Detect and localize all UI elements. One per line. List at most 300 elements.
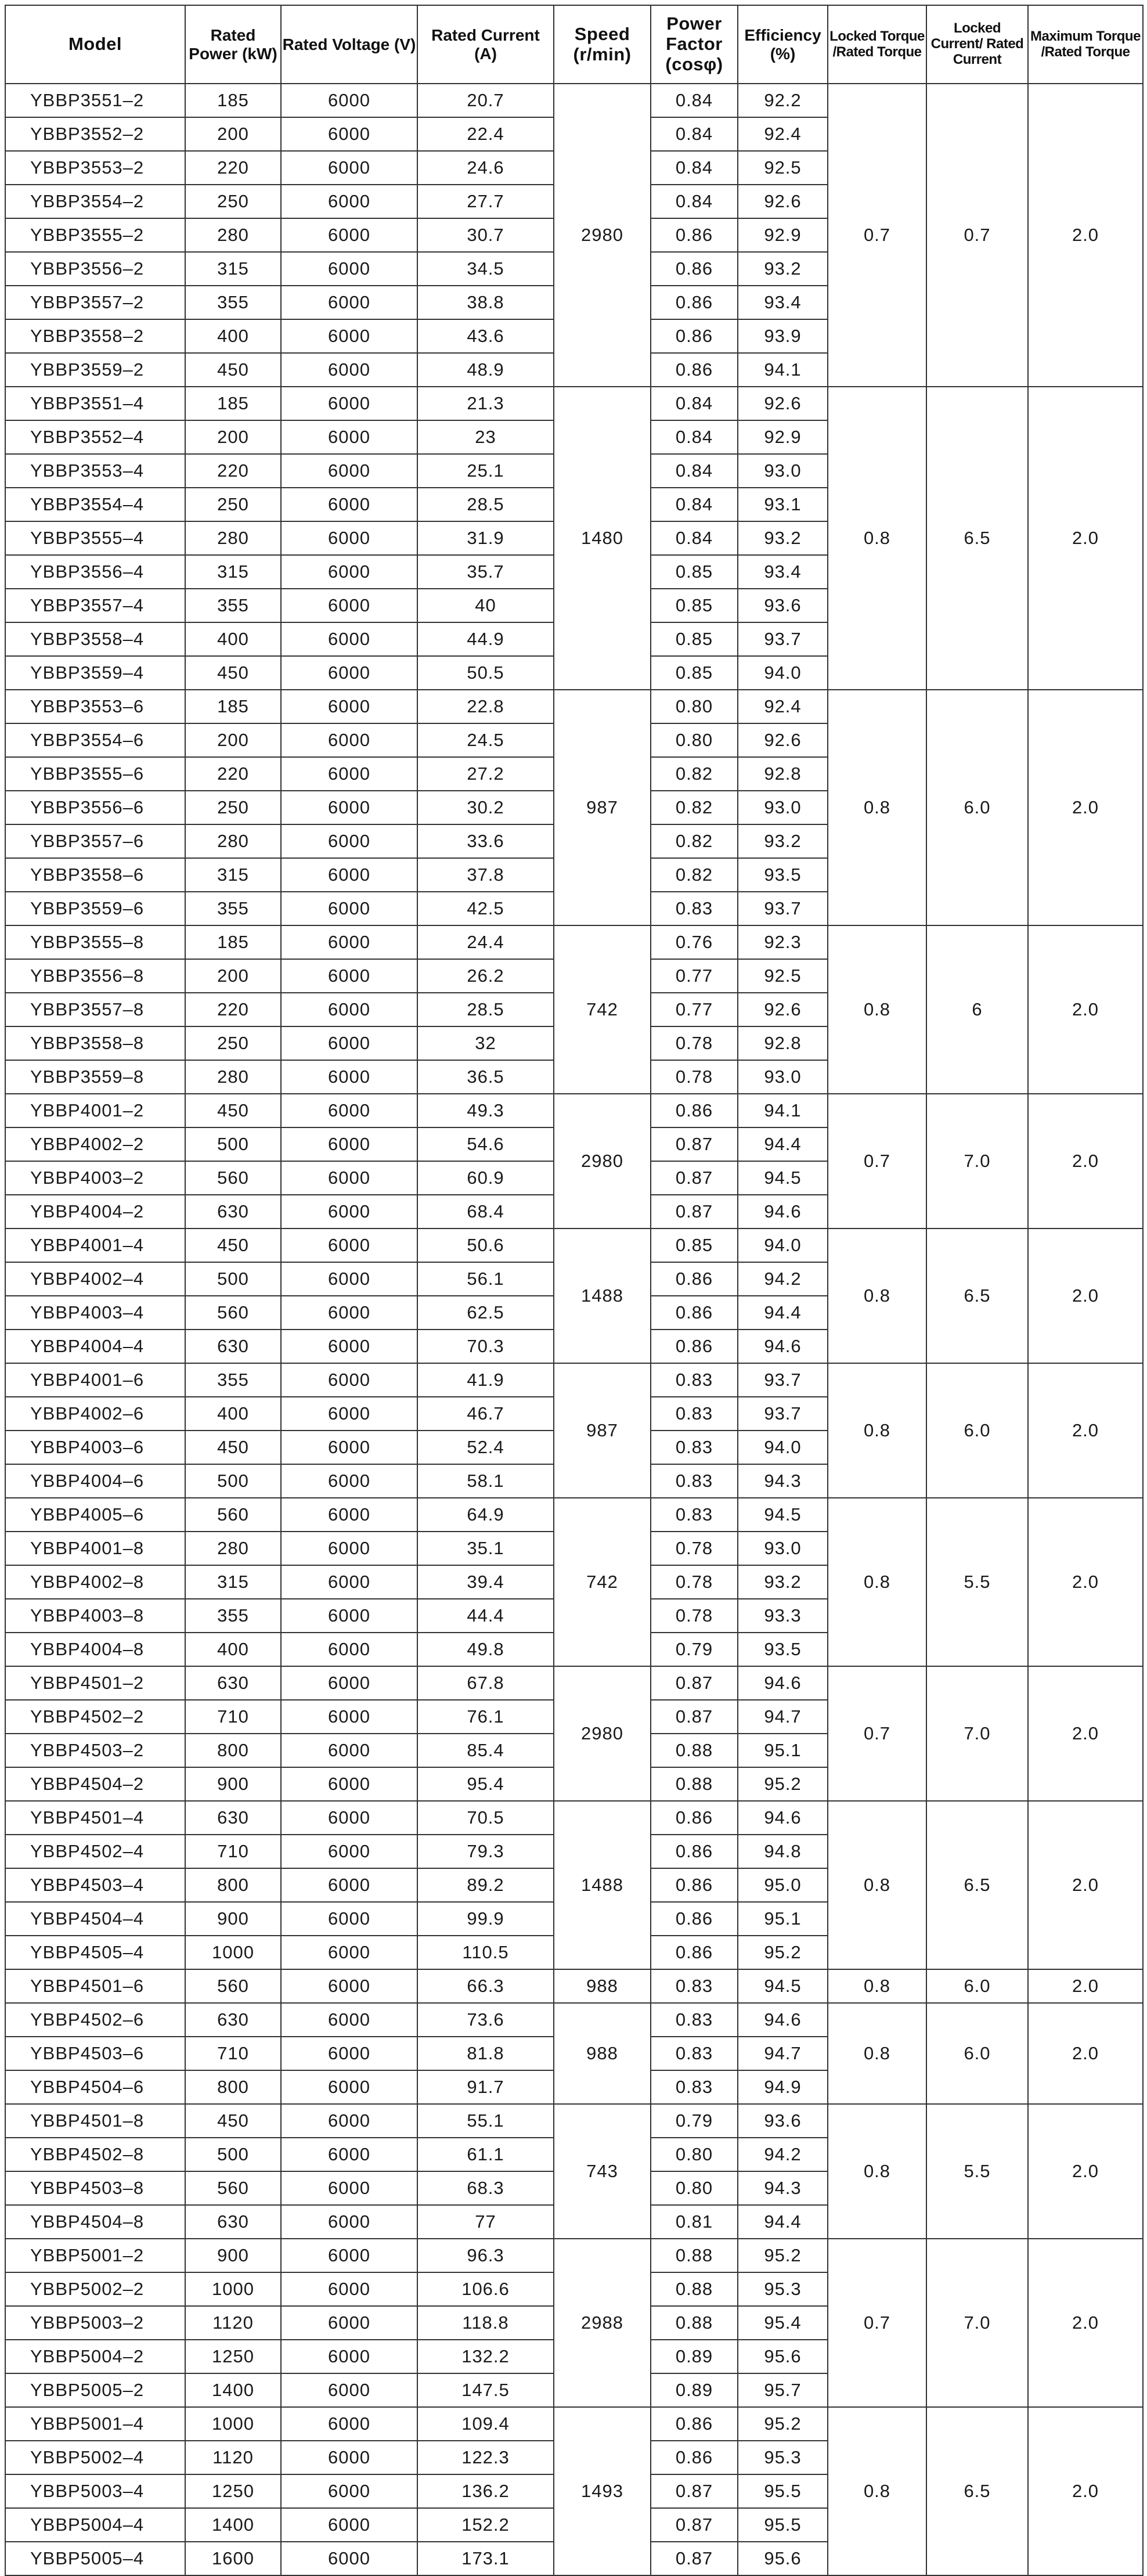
cell-rated-voltage: 6000 <box>281 1565 417 1599</box>
cell-efficiency: 93.2 <box>738 824 828 858</box>
cell-rated-power: 500 <box>185 2138 281 2171</box>
cell-model: YBBP4503–8 <box>5 2171 185 2205</box>
cell-rated-current: 35.1 <box>417 1532 554 1565</box>
cell-efficiency: 94.1 <box>738 353 828 387</box>
cell-efficiency: 94.0 <box>738 1431 828 1464</box>
header-max-torque: Maximum Torque /Rated Torque <box>1028 5 1143 84</box>
cell-rated-voltage: 6000 <box>281 589 417 622</box>
cell-power-factor: 0.83 <box>651 1397 738 1431</box>
cell-rated-voltage: 6000 <box>281 1094 417 1127</box>
cell-rated-current: 50.6 <box>417 1228 554 1262</box>
cell-rated-voltage: 6000 <box>281 1026 417 1060</box>
cell-efficiency: 93.6 <box>738 589 828 622</box>
cell-power-factor: 0.87 <box>651 1127 738 1161</box>
cell-model: YBBP4001–8 <box>5 1532 185 1565</box>
cell-model: YBBP4002–4 <box>5 1262 185 1296</box>
cell-power-factor: 0.83 <box>651 1363 738 1397</box>
cell-power-factor: 0.79 <box>651 1633 738 1666</box>
cell-rated-power: 1000 <box>185 2407 281 2441</box>
cell-rated-voltage: 6000 <box>281 690 417 723</box>
cell-rated-current: 73.6 <box>417 2003 554 2037</box>
cell-rated-current: 66.3 <box>417 1969 554 2003</box>
cell-rated-current: 62.5 <box>417 1296 554 1330</box>
cell-rated-voltage: 6000 <box>281 2306 417 2340</box>
cell-power-factor: 0.82 <box>651 824 738 858</box>
cell-efficiency: 95.3 <box>738 2441 828 2474</box>
cell-power-factor: 0.84 <box>651 387 738 420</box>
cell-rated-power: 900 <box>185 2239 281 2272</box>
cell-rated-voltage: 6000 <box>281 656 417 690</box>
cell-rated-current: 33.6 <box>417 824 554 858</box>
cell-rated-current: 26.2 <box>417 959 554 993</box>
cell-rated-power: 315 <box>185 252 281 286</box>
cell-model: YBBP4502–6 <box>5 2003 185 2037</box>
cell-locked-current: 6.5 <box>926 1228 1028 1363</box>
cell-model: YBBP3559–8 <box>5 1060 185 1094</box>
cell-rated-current: 24.5 <box>417 723 554 757</box>
cell-efficiency: 95.1 <box>738 1734 828 1767</box>
cell-model: YBBP5002–2 <box>5 2272 185 2306</box>
cell-power-factor: 0.84 <box>651 420 738 454</box>
cell-model: YBBP5002–4 <box>5 2441 185 2474</box>
cell-locked-torque: 0.8 <box>828 1498 926 1666</box>
cell-power-factor: 0.83 <box>651 1969 738 2003</box>
table-row <box>5 2407 1143 2441</box>
cell-efficiency: 93.0 <box>738 1060 828 1094</box>
cell-efficiency: 94.5 <box>738 1969 828 2003</box>
cell-rated-voltage: 6000 <box>281 555 417 589</box>
cell-rated-voltage: 6000 <box>281 1464 417 1498</box>
cell-model: YBBP3558–6 <box>5 858 185 892</box>
cell-locked-current: 6.0 <box>926 690 1028 925</box>
cell-model: YBBP3555–8 <box>5 925 185 959</box>
cell-power-factor: 0.88 <box>651 2239 738 2272</box>
cell-model: YBBP4502–4 <box>5 1835 185 1868</box>
cell-efficiency: 94.8 <box>738 1835 828 1868</box>
cell-locked-torque: 0.8 <box>828 2003 926 2104</box>
cell-rated-power: 450 <box>185 1431 281 1464</box>
cell-rated-current: 20.7 <box>417 84 554 117</box>
cell-efficiency: 94.3 <box>738 2171 828 2205</box>
cell-model: YBBP4002–6 <box>5 1397 185 1431</box>
cell-speed: 1493 <box>554 2407 651 2575</box>
cell-model: YBBP4003–8 <box>5 1599 185 1633</box>
cell-rated-voltage: 6000 <box>281 1633 417 1666</box>
cell-rated-power: 630 <box>185 1195 281 1228</box>
cell-efficiency: 94.2 <box>738 2138 828 2171</box>
cell-rated-current: 152.2 <box>417 2508 554 2542</box>
cell-speed: 2980 <box>554 1666 651 1801</box>
cell-speed: 2988 <box>554 2239 651 2407</box>
cell-power-factor: 0.86 <box>651 1094 738 1127</box>
cell-rated-current: 96.3 <box>417 2239 554 2272</box>
cell-model: YBBP3559–4 <box>5 656 185 690</box>
cell-rated-voltage: 6000 <box>281 521 417 555</box>
cell-rated-voltage: 6000 <box>281 117 417 151</box>
cell-rated-current: 40 <box>417 589 554 622</box>
cell-rated-power: 355 <box>185 286 281 319</box>
cell-rated-current: 122.3 <box>417 2441 554 2474</box>
cell-power-factor: 0.76 <box>651 925 738 959</box>
cell-rated-current: 28.5 <box>417 993 554 1026</box>
cell-model: YBBP3556–8 <box>5 959 185 993</box>
cell-power-factor: 0.82 <box>651 791 738 824</box>
cell-model: YBBP5005–2 <box>5 2373 185 2407</box>
cell-efficiency: 92.8 <box>738 757 828 791</box>
cell-power-factor: 0.86 <box>651 1835 738 1868</box>
cell-rated-power: 280 <box>185 521 281 555</box>
cell-rated-voltage: 6000 <box>281 1363 417 1397</box>
cell-power-factor: 0.83 <box>651 1464 738 1498</box>
cell-model: YBBP5003–4 <box>5 2474 185 2508</box>
cell-power-factor: 0.83 <box>651 2037 738 2070</box>
cell-model: YBBP3552–4 <box>5 420 185 454</box>
cell-rated-power: 1120 <box>185 2441 281 2474</box>
cell-power-factor: 0.87 <box>651 2508 738 2542</box>
cell-max-torque: 2.0 <box>1028 2104 1143 2239</box>
cell-rated-power: 900 <box>185 1767 281 1801</box>
header-locked-current: Locked Current/ Rated Current <box>926 5 1028 84</box>
cell-rated-power: 800 <box>185 1868 281 1902</box>
cell-max-torque: 2.0 <box>1028 1666 1143 1801</box>
cell-efficiency: 95.2 <box>738 2407 828 2441</box>
cell-rated-power: 450 <box>185 353 281 387</box>
cell-power-factor: 0.83 <box>651 1431 738 1464</box>
cell-rated-current: 147.5 <box>417 2373 554 2407</box>
cell-rated-power: 1250 <box>185 2474 281 2508</box>
cell-model: YBBP4002–8 <box>5 1565 185 1599</box>
cell-efficiency: 94.9 <box>738 2070 828 2104</box>
cell-model: YBBP3557–6 <box>5 824 185 858</box>
cell-locked-torque: 0.8 <box>828 2407 926 2575</box>
cell-model: YBBP4501–4 <box>5 1801 185 1835</box>
cell-rated-power: 315 <box>185 858 281 892</box>
cell-power-factor: 0.85 <box>651 555 738 589</box>
cell-efficiency: 93.9 <box>738 319 828 353</box>
cell-rated-power: 710 <box>185 1700 281 1734</box>
cell-rated-voltage: 6000 <box>281 757 417 791</box>
cell-rated-current: 23 <box>417 420 554 454</box>
cell-efficiency: 93.4 <box>738 555 828 589</box>
cell-rated-current: 22.4 <box>417 117 554 151</box>
cell-rated-power: 400 <box>185 1397 281 1431</box>
cell-rated-current: 67.8 <box>417 1666 554 1700</box>
cell-efficiency: 94.0 <box>738 656 828 690</box>
cell-power-factor: 0.86 <box>651 2407 738 2441</box>
cell-rated-voltage: 6000 <box>281 858 417 892</box>
cell-power-factor: 0.86 <box>651 1801 738 1835</box>
cell-power-factor: 0.78 <box>651 1565 738 1599</box>
cell-locked-torque: 0.8 <box>828 1969 926 2003</box>
cell-rated-voltage: 6000 <box>281 2542 417 2575</box>
cell-rated-voltage: 6000 <box>281 1734 417 1767</box>
cell-locked-torque: 0.8 <box>828 1801 926 1969</box>
cell-rated-voltage: 6000 <box>281 1397 417 1431</box>
cell-rated-power: 500 <box>185 1127 281 1161</box>
cell-rated-current: 28.5 <box>417 488 554 521</box>
cell-rated-voltage: 6000 <box>281 2474 417 2508</box>
cell-rated-voltage: 6000 <box>281 2138 417 2171</box>
cell-efficiency: 94.5 <box>738 1161 828 1195</box>
cell-model: YBBP3551–4 <box>5 387 185 420</box>
cell-power-factor: 0.87 <box>651 1161 738 1195</box>
cell-rated-power: 185 <box>185 84 281 117</box>
cell-rated-power: 280 <box>185 218 281 252</box>
cell-model: YBBP3552–2 <box>5 117 185 151</box>
cell-rated-voltage: 6000 <box>281 925 417 959</box>
cell-rated-power: 1120 <box>185 2306 281 2340</box>
cell-model: YBBP3558–4 <box>5 622 185 656</box>
cell-efficiency: 92.5 <box>738 959 828 993</box>
cell-efficiency: 94.4 <box>738 1127 828 1161</box>
cell-max-torque: 2.0 <box>1028 1363 1143 1498</box>
cell-model: YBBP4001–2 <box>5 1094 185 1127</box>
cell-power-factor: 0.86 <box>651 2441 738 2474</box>
cell-model: YBBP3554–6 <box>5 723 185 757</box>
cell-rated-voltage: 6000 <box>281 824 417 858</box>
cell-model: YBBP3554–2 <box>5 185 185 218</box>
cell-rated-power: 220 <box>185 993 281 1026</box>
cell-rated-current: 70.3 <box>417 1330 554 1363</box>
table-row <box>5 84 1143 117</box>
cell-rated-power: 560 <box>185 2171 281 2205</box>
cell-rated-voltage: 6000 <box>281 2205 417 2239</box>
cell-rated-power: 400 <box>185 622 281 656</box>
cell-locked-current: 6.5 <box>926 1801 1028 1969</box>
cell-efficiency: 92.8 <box>738 1026 828 1060</box>
cell-model: YBBP3555–6 <box>5 757 185 791</box>
cell-power-factor: 0.83 <box>651 2070 738 2104</box>
header-efficiency: Efficiency (%) <box>738 5 828 84</box>
cell-rated-power: 250 <box>185 185 281 218</box>
cell-rated-current: 49.8 <box>417 1633 554 1666</box>
cell-efficiency: 92.5 <box>738 151 828 185</box>
cell-rated-voltage: 6000 <box>281 2508 417 2542</box>
cell-locked-torque: 0.8 <box>828 2104 926 2239</box>
cell-rated-power: 315 <box>185 1565 281 1599</box>
cell-model: YBBP4004–2 <box>5 1195 185 1228</box>
cell-efficiency: 93.3 <box>738 1599 828 1633</box>
cell-rated-voltage: 6000 <box>281 1767 417 1801</box>
header-locked-torque: Locked Torque /Rated Torque <box>828 5 926 84</box>
cell-rated-current: 34.5 <box>417 252 554 286</box>
cell-locked-current: 6 <box>926 925 1028 1094</box>
cell-rated-current: 54.6 <box>417 1127 554 1161</box>
cell-rated-voltage: 6000 <box>281 353 417 387</box>
cell-model: YBBP3555–4 <box>5 521 185 555</box>
cell-rated-current: 21.3 <box>417 387 554 420</box>
cell-rated-power: 450 <box>185 1094 281 1127</box>
cell-rated-power: 200 <box>185 959 281 993</box>
cell-rated-current: 55.1 <box>417 2104 554 2138</box>
cell-rated-current: 37.8 <box>417 858 554 892</box>
cell-rated-voltage: 6000 <box>281 2171 417 2205</box>
cell-efficiency: 94.0 <box>738 1228 828 1262</box>
cell-rated-voltage: 6000 <box>281 1330 417 1363</box>
cell-power-factor: 0.84 <box>651 84 738 117</box>
cell-max-torque: 2.0 <box>1028 2003 1143 2104</box>
cell-power-factor: 0.86 <box>651 286 738 319</box>
table-row <box>5 1228 1143 1262</box>
cell-locked-torque: 0.8 <box>828 690 926 925</box>
cell-rated-power: 185 <box>185 387 281 420</box>
cell-power-factor: 0.86 <box>651 353 738 387</box>
cell-rated-voltage: 6000 <box>281 1700 417 1734</box>
cell-rated-power: 450 <box>185 656 281 690</box>
cell-efficiency: 95.0 <box>738 1868 828 1902</box>
cell-rated-voltage: 6000 <box>281 2003 417 2037</box>
cell-model: YBBP3554–4 <box>5 488 185 521</box>
header-rated-power: Rated Power (kW) <box>185 5 281 84</box>
cell-rated-power: 1000 <box>185 2272 281 2306</box>
cell-rated-voltage: 6000 <box>281 1262 417 1296</box>
cell-rated-power: 560 <box>185 1296 281 1330</box>
cell-rated-power: 185 <box>185 690 281 723</box>
cell-rated-current: 30.2 <box>417 791 554 824</box>
cell-model: YBBP3553–2 <box>5 151 185 185</box>
cell-efficiency: 93.7 <box>738 622 828 656</box>
cell-rated-voltage: 6000 <box>281 1195 417 1228</box>
cell-model: YBBP4001–6 <box>5 1363 185 1397</box>
cell-max-torque: 2.0 <box>1028 1801 1143 1969</box>
cell-rated-voltage: 6000 <box>281 1599 417 1633</box>
cell-rated-voltage: 6000 <box>281 1296 417 1330</box>
cell-efficiency: 93.4 <box>738 286 828 319</box>
cell-efficiency: 92.2 <box>738 84 828 117</box>
cell-rated-current: 43.6 <box>417 319 554 353</box>
cell-rated-current: 173.1 <box>417 2542 554 2575</box>
cell-max-torque: 2.0 <box>1028 387 1143 690</box>
cell-max-torque: 2.0 <box>1028 1969 1143 2003</box>
cell-efficiency: 93.2 <box>738 1565 828 1599</box>
cell-rated-current: 76.1 <box>417 1700 554 1734</box>
cell-efficiency: 93.2 <box>738 521 828 555</box>
cell-model: YBBP3555–2 <box>5 218 185 252</box>
cell-rated-voltage: 6000 <box>281 84 417 117</box>
cell-rated-current: 99.9 <box>417 1902 554 1936</box>
cell-rated-voltage: 6000 <box>281 1532 417 1565</box>
cell-power-factor: 0.78 <box>651 1599 738 1633</box>
cell-rated-voltage: 6000 <box>281 791 417 824</box>
cell-rated-current: 79.3 <box>417 1835 554 1868</box>
cell-power-factor: 0.88 <box>651 2306 738 2340</box>
cell-rated-power: 355 <box>185 892 281 925</box>
cell-rated-voltage: 6000 <box>281 1835 417 1868</box>
cell-power-factor: 0.80 <box>651 2171 738 2205</box>
cell-rated-power: 500 <box>185 1262 281 1296</box>
cell-rated-current: 49.3 <box>417 1094 554 1127</box>
cell-speed: 987 <box>554 690 651 925</box>
cell-power-factor: 0.83 <box>651 2003 738 2037</box>
cell-rated-power: 710 <box>185 1835 281 1868</box>
cell-locked-current: 5.5 <box>926 1498 1028 1666</box>
cell-max-torque: 2.0 <box>1028 1498 1143 1666</box>
cell-power-factor: 0.84 <box>651 117 738 151</box>
cell-rated-voltage: 6000 <box>281 2441 417 2474</box>
cell-locked-current: 6.5 <box>926 2407 1028 2575</box>
cell-efficiency: 92.9 <box>738 218 828 252</box>
cell-rated-power: 280 <box>185 1060 281 1094</box>
cell-power-factor: 0.88 <box>651 1734 738 1767</box>
cell-locked-current: 0.7 <box>926 84 1028 387</box>
cell-rated-current: 136.2 <box>417 2474 554 2508</box>
cell-efficiency: 92.6 <box>738 387 828 420</box>
cell-rated-voltage: 6000 <box>281 2272 417 2306</box>
cell-rated-power: 200 <box>185 723 281 757</box>
header-speed: Speed (r/min) <box>554 5 651 84</box>
cell-rated-current: 68.4 <box>417 1195 554 1228</box>
cell-rated-current: 81.8 <box>417 2037 554 2070</box>
cell-rated-power: 1400 <box>185 2373 281 2407</box>
cell-rated-power: 1600 <box>185 2542 281 2575</box>
cell-rated-voltage: 6000 <box>281 723 417 757</box>
cell-power-factor: 0.78 <box>651 1532 738 1565</box>
cell-rated-power: 220 <box>185 454 281 488</box>
cell-rated-current: 35.7 <box>417 555 554 589</box>
cell-rated-power: 280 <box>185 824 281 858</box>
cell-rated-power: 450 <box>185 1228 281 1262</box>
cell-model: YBBP4505–4 <box>5 1936 185 1969</box>
cell-power-factor: 0.86 <box>651 1262 738 1296</box>
cell-rated-voltage: 6000 <box>281 1228 417 1262</box>
cell-rated-current: 44.4 <box>417 1599 554 1633</box>
cell-model: YBBP3557–8 <box>5 993 185 1026</box>
header-rated-current: Rated Current (A) <box>417 5 554 84</box>
cell-model: YBBP3551–2 <box>5 84 185 117</box>
cell-rated-current: 106.6 <box>417 2272 554 2306</box>
cell-rated-power: 200 <box>185 117 281 151</box>
table-body <box>5 84 1143 2575</box>
cell-rated-current: 61.1 <box>417 2138 554 2171</box>
cell-locked-current: 5.5 <box>926 2104 1028 2239</box>
cell-rated-power: 220 <box>185 151 281 185</box>
cell-rated-power: 250 <box>185 1026 281 1060</box>
cell-rated-voltage: 6000 <box>281 252 417 286</box>
cell-power-factor: 0.85 <box>651 656 738 690</box>
cell-efficiency: 95.5 <box>738 2508 828 2542</box>
cell-efficiency: 93.2 <box>738 252 828 286</box>
cell-rated-power: 250 <box>185 791 281 824</box>
cell-rated-current: 132.2 <box>417 2340 554 2373</box>
cell-power-factor: 0.87 <box>651 2542 738 2575</box>
cell-rated-current: 85.4 <box>417 1734 554 1767</box>
cell-model: YBBP3553–4 <box>5 454 185 488</box>
cell-power-factor: 0.83 <box>651 1498 738 1532</box>
cell-model: YBBP4004–6 <box>5 1464 185 1498</box>
cell-rated-current: 56.1 <box>417 1262 554 1296</box>
cell-model: YBBP5005–4 <box>5 2542 185 2575</box>
cell-rated-power: 800 <box>185 1734 281 1767</box>
cell-efficiency: 92.6 <box>738 723 828 757</box>
cell-efficiency: 93.0 <box>738 454 828 488</box>
cell-efficiency: 94.6 <box>738 1195 828 1228</box>
cell-speed: 1488 <box>554 1228 651 1363</box>
cell-rated-current: 22.8 <box>417 690 554 723</box>
cell-efficiency: 92.4 <box>738 690 828 723</box>
cell-power-factor: 0.87 <box>651 1666 738 1700</box>
cell-speed: 988 <box>554 2003 651 2104</box>
cell-model: YBBP4501–2 <box>5 1666 185 1700</box>
cell-efficiency: 94.1 <box>738 1094 828 1127</box>
cell-power-factor: 0.77 <box>651 993 738 1026</box>
cell-efficiency: 95.3 <box>738 2272 828 2306</box>
cell-rated-current: 27.7 <box>417 185 554 218</box>
cell-efficiency: 92.6 <box>738 185 828 218</box>
table-row <box>5 1363 1143 1397</box>
cell-rated-voltage: 6000 <box>281 2407 417 2441</box>
table-row <box>5 690 1143 723</box>
cell-power-factor: 0.83 <box>651 892 738 925</box>
